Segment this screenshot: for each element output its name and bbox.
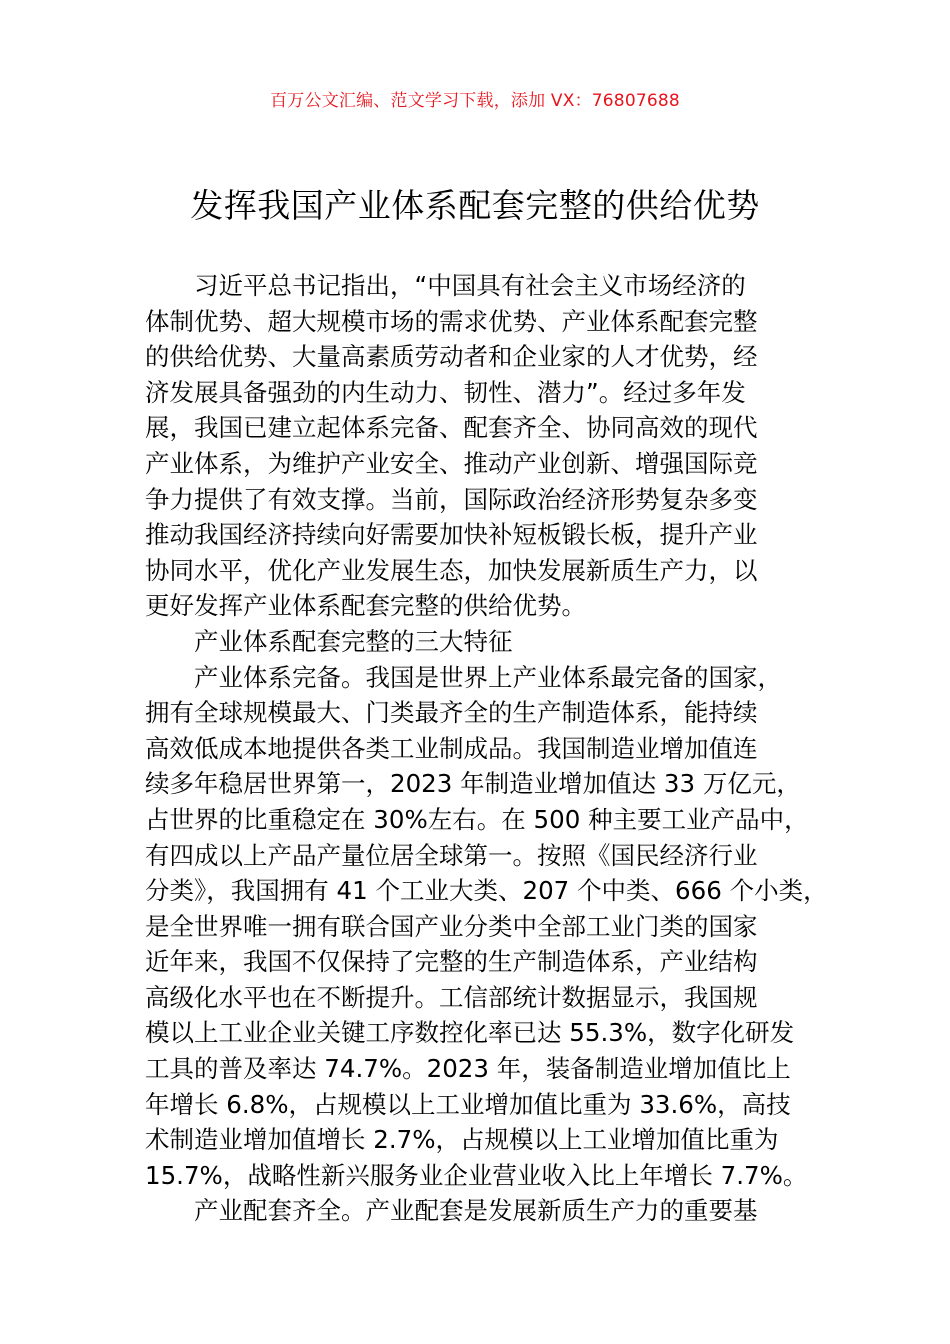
watermark-header-note: 百万公文汇编、范文学习下载，添加 VX：76807688 [270, 91, 680, 111]
paragraph-line: 续多年稳居世界第一，2023 年制造业增加值达 33 万亿元， [145, 769, 801, 799]
paragraph-line: 习近平总书记指出，“中国具有社会主义市场经济的 [194, 271, 746, 300]
paragraph-line: 高效低成本地提供各类工业制成品。我国制造业增加值连 [145, 733, 758, 763]
section-heading: 产业体系配套完整的三大特征 [194, 626, 513, 656]
paragraph-line: 年增长 6.8%，占规模以上工业增加值比重为 33.6%，高技 [145, 1089, 791, 1119]
paragraph-line: 工具的普及率达 74.7%。2023 年，装备制造业增加值比上 [145, 1054, 791, 1084]
paragraph-line: 15.7%，战略性新兴服务业企业营业收入比上年增长 7.7%。 [145, 1160, 808, 1190]
paragraph-line: 体制优势、超大规模市场的需求优势、产业体系配套完整 [145, 306, 758, 336]
paragraph-line: 产业配套齐全。产业配套是发展新质生产力的重要基 [194, 1196, 758, 1226]
paragraph-line: 推动我国经济持续向好需要加快补短板锻长板，提升产业 [145, 520, 758, 550]
paragraph-line: 争力提供了有效支撑。当前，国际政治经济形势复杂多变 [145, 484, 758, 514]
document-title: 发挥我国产业体系配套完整的供给优势 [190, 186, 760, 225]
paragraph-line: 更好发挥产业体系配套完整的供给优势。 [145, 591, 586, 621]
paragraph-line: 协同水平，优化产业发展生态，加快发展新质生产力，以 [145, 555, 758, 585]
paragraph-line: 分类》，我国拥有 41 个工业大类、207 个中类、666 个小类， [145, 876, 828, 906]
paragraph-line: 拥有全球规模最大、门类最齐全的生产制造体系，能持续 [145, 698, 758, 728]
paragraph-line: 有四成以上产品产量位居全球第一。按照《国民经济行业 [145, 840, 758, 870]
paragraph-line: 模以上工业企业关键工序数控化率已达 55.3%，数字化研发 [145, 1018, 795, 1048]
paragraph-line: 产业体系完备。我国是世界上产业体系最完备的国家， [194, 662, 782, 692]
paragraph-line: 展，我国已建立起体系完备、配套齐全、协同高效的现代 [145, 413, 758, 443]
paragraph-line: 的供给优势、大量高素质劳动者和企业家的人才优势，经 [145, 342, 758, 372]
paragraph-line: 济发展具备强劲的内生动力、韧性、潜力”。经过多年发 [145, 377, 746, 407]
paragraph-line: 高级化水平也在不断提升。工信部统计数据显示，我国规 [145, 982, 758, 1012]
paragraph-line: 术制造业增加值增长 2.7%，占规模以上工业增加值比重为 [145, 1125, 779, 1155]
paragraph-line: 产业体系，为维护产业安全、推动产业创新、增强国际竞 [145, 448, 758, 478]
document-body [145, 268, 828, 1229]
paragraph-line: 近年来，我国不仅保持了完整的生产制造体系，产业结构 [145, 947, 758, 977]
paragraph-line: 占世界的比重稳定在 30%左右。在 500 种主要工业产品中， [145, 804, 809, 834]
paragraph-line: 是全世界唯一拥有联合国产业分类中全部工业门类的国家 [145, 911, 758, 941]
